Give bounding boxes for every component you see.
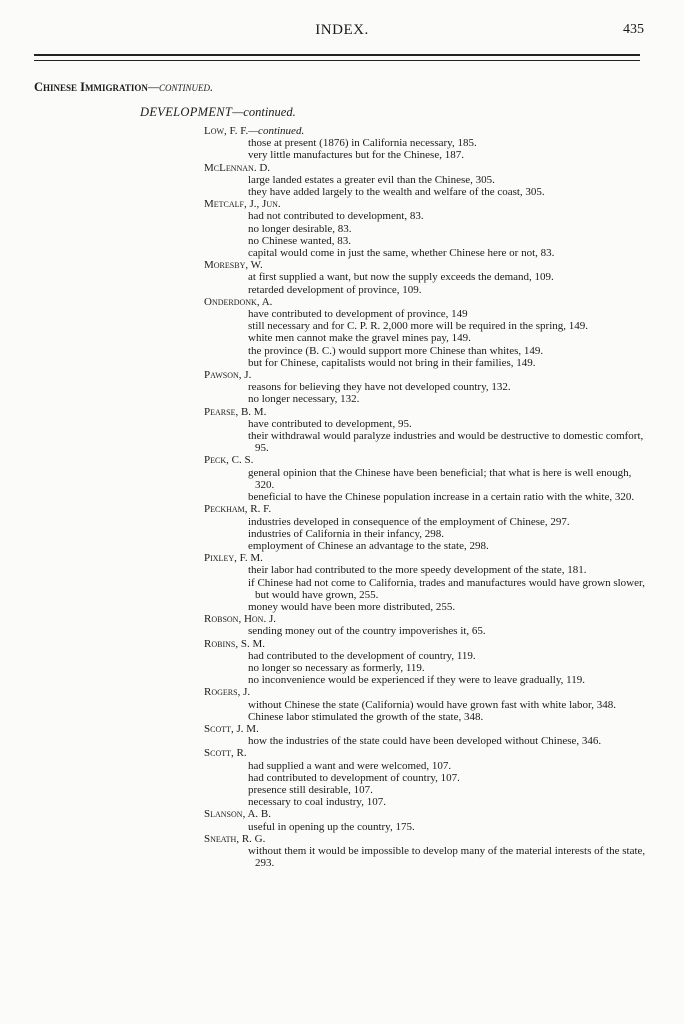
entry-name-text: Metcalf, J., Jun. xyxy=(204,198,281,211)
index-entry-item: useful in opening up the country, 175. xyxy=(248,820,415,833)
index-entry-name xyxy=(204,808,652,820)
index-entry-item: retarded development of province, 109. xyxy=(248,283,422,296)
index-entry-item: without Chinese the state (California) would have grown fast with white labor, 348. xyxy=(248,698,616,711)
index-entry-item: no Chinese wanted, 83. xyxy=(248,234,351,247)
section-title: Chinese Immigration xyxy=(34,80,148,94)
page-number: 435 xyxy=(623,22,644,37)
index-entry-item: but for Chinese, capitalists would not bring in their families, 149. xyxy=(248,356,536,369)
index-entries xyxy=(204,125,652,869)
index-entry-item: their withdrawal would paralyze industries and would be destructive to domestic comfort, 95. xyxy=(248,430,644,455)
entry-name-text: Robins, S. M. xyxy=(204,637,265,650)
index-entry-name xyxy=(204,454,652,466)
index-entry-item: industries developed in consequence of the employment of Chinese, 297. xyxy=(248,515,570,528)
index-entry-name xyxy=(204,406,652,418)
entry-name-text: Scott, R. xyxy=(204,747,247,760)
entry-name-text: Onderdonk, A. xyxy=(204,295,273,308)
index-entry-name xyxy=(204,552,652,564)
index-entry-item: sending money out of the country impoverishes it, 65. xyxy=(248,625,486,638)
index-entry-item: very little manufactures but for the Chinese, 187. xyxy=(248,149,464,162)
index-entry-item: no inconvenience would be experienced if they were to leave gradually, 119. xyxy=(248,674,585,687)
index-entry-item: had contributed to development of country, 107. xyxy=(248,771,460,784)
entry-name-text: Pawson, J. xyxy=(204,369,252,382)
entry-name-text: Robson, Hon. J. xyxy=(204,613,276,626)
index-entry-name xyxy=(204,503,652,515)
index-entry-name xyxy=(204,296,652,308)
index-entry-item: had not contributed to development, 83. xyxy=(248,210,424,223)
index-entry-item: still necessary and for C. P. R. 2,000 more will be required in the spring, 149. xyxy=(248,320,589,333)
index-entry-item: without them it would be impossible to develop many of the material interests of the state, 293. xyxy=(248,844,646,870)
index-entry-item: Chinese labor stimulated the growth of the state, 348. xyxy=(248,710,484,723)
index-entry-name xyxy=(204,686,652,698)
index-entry-name xyxy=(204,162,652,174)
index-entry-item: reasons for believing they have not developed country, 132. xyxy=(248,381,511,394)
entry-name-text: Rogers, J. xyxy=(204,686,251,699)
entry-name-text: McLennan. D. xyxy=(204,161,271,174)
index-entry-name xyxy=(204,723,652,735)
entry-name-text: Slanson, A. B. xyxy=(204,808,271,821)
index-entry-item: the province (B. C.) would support more Chinese than whites, 149. xyxy=(248,344,544,357)
header-rule-thick xyxy=(34,54,640,56)
index-entry-name xyxy=(204,747,652,759)
index-entry-name xyxy=(204,259,652,271)
index-entry-name xyxy=(204,125,652,137)
subsection-continued: —continued. xyxy=(232,105,296,119)
index-entry-item: have contributed to development of province, 149 xyxy=(248,308,468,321)
index-entry-item: presence still desirable, 107. xyxy=(248,783,373,796)
entry-name-text: Peck, C. S. xyxy=(204,454,254,467)
entry-name-text: Peckham, R. F. xyxy=(204,503,272,516)
index-entry-name xyxy=(204,638,652,650)
index-entry-name xyxy=(204,198,652,210)
index-entry-item: if Chinese had not come to California, trades and manufactures would have grown slower, but would have grown, 255. xyxy=(248,576,645,601)
index-entry-item: general opinion that the Chinese have been beneficial; that what is here is well enough, 320. xyxy=(248,466,632,491)
entry-name-suffix: —continued. xyxy=(248,125,305,137)
index-entry-item: beneficial to have the Chinese population increase in a certain ratio with the white, 320. xyxy=(248,491,635,504)
entry-name-text: Scott, J. M. xyxy=(204,722,259,735)
index-entry-item: necessary to coal industry, 107. xyxy=(248,796,386,809)
page-header-title: INDEX. xyxy=(315,22,369,38)
index-entry-item: those at present (1876) in California necessary, 185. xyxy=(248,137,477,150)
index-entry-name xyxy=(204,833,652,845)
entry-name-text: Pixley, F. M. xyxy=(204,552,263,565)
index-entry-item: money would have been more distributed, 255. xyxy=(248,600,456,613)
index-entry-item: employment of Chinese an advantage to the state, 298. xyxy=(248,539,489,552)
index-entry-name xyxy=(204,369,652,381)
section-heading xyxy=(34,80,213,95)
index-entry-item: capital would come in just the same, whether Chinese here or not, 83. xyxy=(248,247,555,260)
subsection-heading xyxy=(140,105,296,120)
index-entry-item: no longer desirable, 83. xyxy=(248,222,352,235)
index-entry-item: they have added largely to the wealth and welfare of the coast, 305. xyxy=(248,186,545,199)
index-entry-item: white men cannot make the gravel mines pay, 149. xyxy=(248,332,471,345)
index-entry-name xyxy=(204,613,652,625)
index-entry-item: have contributed to development, 95. xyxy=(248,417,412,430)
header-rule-thin xyxy=(34,60,640,61)
index-entry-item: their labor had contributed to the more speedy development of the state, 181. xyxy=(248,564,587,577)
entry-name-text: Low, F. F. xyxy=(204,125,249,137)
index-entry-item: no longer necessary, 132. xyxy=(248,393,360,406)
index-entry-item: industries of California in their infancy, 298. xyxy=(248,527,445,540)
index-entry-item: had supplied a want and were welcomed, 107. xyxy=(248,759,452,772)
index-entry-item: had contributed to the development of country, 119. xyxy=(248,649,476,662)
index-entry-item: large landed estates a greater evil than the Chinese, 305. xyxy=(248,173,495,186)
entry-name-text: Moresby, W. xyxy=(204,259,263,272)
entry-name-text: Pearse, B. M. xyxy=(204,405,267,418)
subsection-title: DEVELOPMENT xyxy=(140,105,233,119)
entry-name-text: Sneath, R. G. xyxy=(204,832,266,845)
section-continued: —continued. xyxy=(147,80,214,94)
index-entry-item: at first supplied a want, but now the supply exceeds the demand, 109. xyxy=(248,271,554,284)
index-entry-item: no longer so necessary as formerly, 119. xyxy=(248,661,425,674)
index-entry-item: how the industries of the state could have been developed without Chinese, 346. xyxy=(248,735,602,748)
